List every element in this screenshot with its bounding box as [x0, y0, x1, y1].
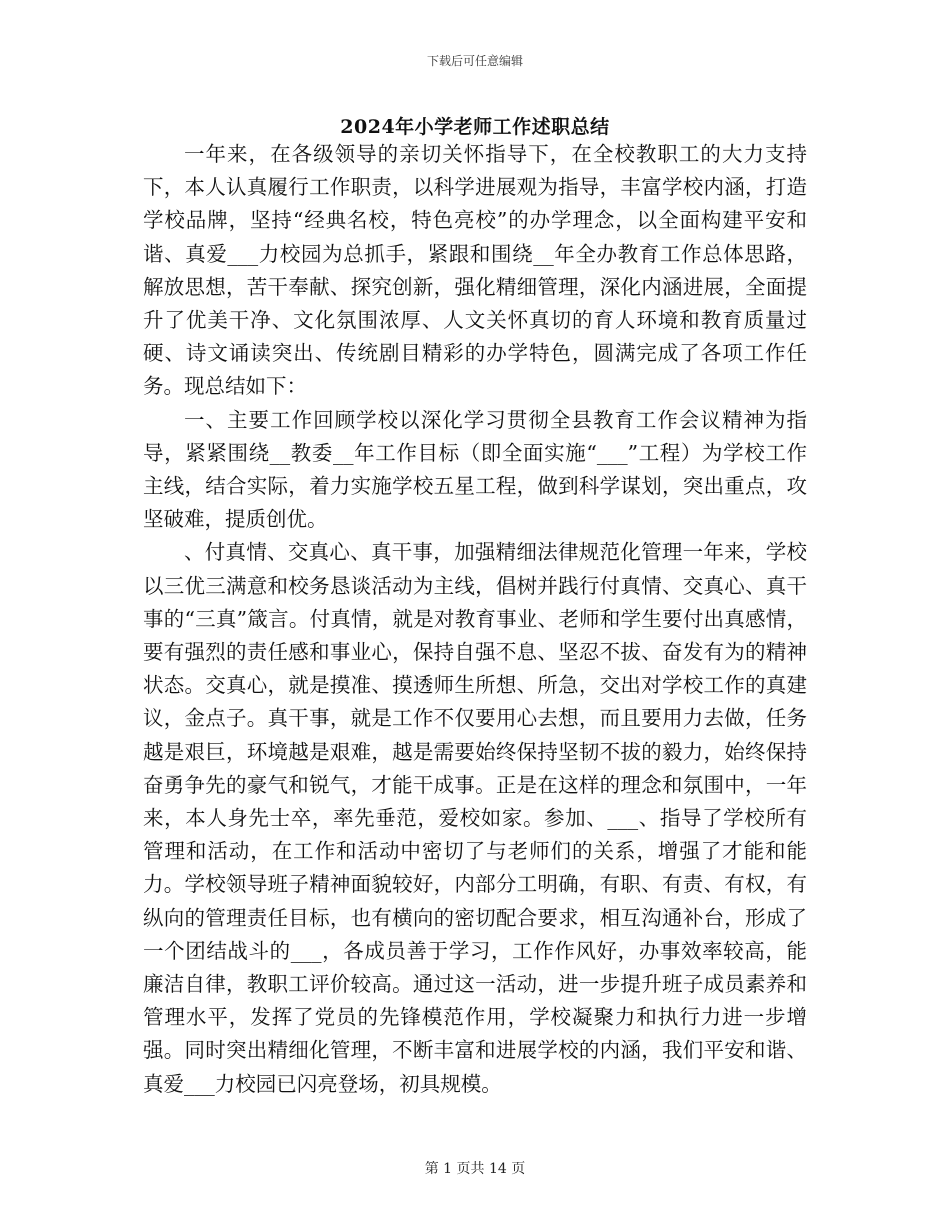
page-number: 第 1 页共 14 页	[424, 1161, 526, 1177]
document-body	[143, 138, 807, 1101]
header-note: 下载后可任意编辑	[426, 54, 523, 68]
paragraph-work-review: 一、主要工作回顾学校以深化学习贯彻全县教育工作会议精神为指导，紧紧围绕__教委__年工作目标（即全面实施“___”工程）为学校工作主线，结合实际，着力实施学校五星工程，做到科学谋划，突出重点，攻坚破难，提质创优。	[143, 407, 807, 532]
paragraph-intro: 一年来，在各级领导的亲切关怀指导下，在全校教职工的大力支持下，本人认真履行工作职责，以科学进展观为指导，丰富学校内涵，打造学校品牌，坚持“经典名校，特色亮校”的办学理念，以全面构建平安和谐、真爱___力校园为总抓手，紧跟和围绕__年全办教育工作总体思路，解放思想，苦干奉献、探究创新，强化精细管理，深化内涵进展，全面提升了优美干净、文化氛围浓厚、人文关怀真切的育人环境和教育质量过硬、诗文诵读突出、传统剧目精彩的办学特色，圆满完成了各项工作任务。现总结如下：	[143, 142, 807, 399]
document-title: 2024年小学老师工作述职总结	[340, 116, 610, 138]
paragraph-management: 、付真情、交真心、真干事，加强精细法律规范化管理一年来，学校以三优三满意和校务恳谈活动为主线，倡树并践行付真情、交真心、真干事的“三真”箴言。付真情，就是对教育事业、老师和学生要付出真感情，要有强烈的责任感和事业心，保持自强不息、坚忍不拔、奋发有为的精神状态。交真心，就是摸准、摸透师生所想、所急，交出对学校工作的真建议，金点子。真干事，就是工作不仅要用心去想，而且要用力去做，任务越是艰巨，环境越是艰难，越是需要始终保持坚韧不拔的毅力，始终保持奋勇争先的豪气和锐气，才能干成事。正是在这样的理念和氛围中，一年来，本人身先士卒，率先垂范，爱校如家。参加、___、指导了学校所有管理和活动，在工作和活动中密切了与老师们的关系，增强了才能和能力。学校领导班子精神面貌较好，内部分工明确，有职、有责、有权，有纵向的管理责任目标，也有横向的密切配合要求，相互沟通补台，形成了一个团结战斗的___，各成员善于学习，工作作风好，办事效率较高，能廉洁自律，教职工评价较高。通过这一活动，进一步提升班子成员素养和管理水平，发挥了党员的先锋模范作用，学校凝聚力和执行力进一步增强。同时突出精细化管理，不断丰富和进展学校的内涵，我们平安和谐、真爱___力校园已闪亮登场，初具规模。	[143, 540, 807, 1096]
